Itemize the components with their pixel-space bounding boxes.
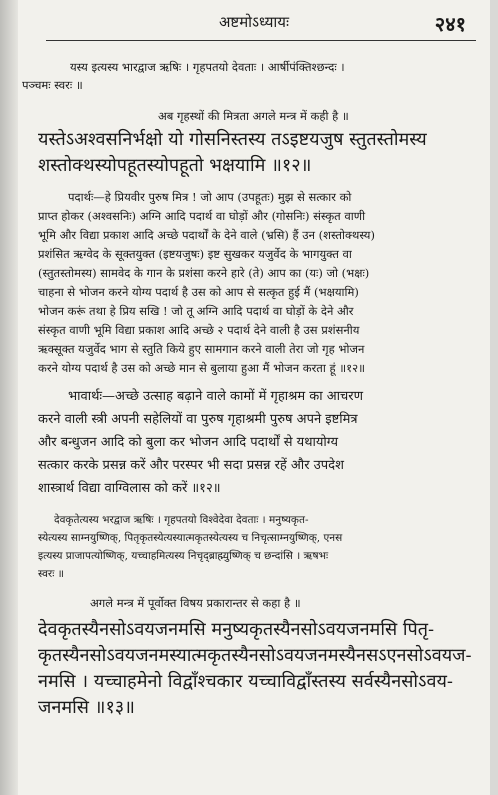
- padartha-line: चाहना से भोजन करने योग्य पदार्थ है उस को आप से सत्कृत हुई मैं (भक्षयामि): [38, 285, 359, 299]
- rishi-devata-line: स्येत्यस्य साम्नयुष्णिक्, पितृकृतस्येत्यस्यात्मकृतस्येत्यस्य च निचृत्साम्नयुष्णिक्, एनस: [38, 532, 343, 544]
- padartha-line: (स्तुतस्तोमस्य) सामवेद के गान के प्रशंसा करने हारे (ते) आप का (यः) जो (भक्षः): [38, 266, 370, 280]
- svara-line: स्वरः ॥: [38, 568, 64, 580]
- mantra-line: कृतस्यैनसोऽवयजनमस्यात्मकृतस्यैनसोऽवयजनमस्यैनसऽएनसोऽवयज-: [38, 645, 472, 666]
- padartha-line: भोजन करूं तथा हे प्रिय सखि ! जो तू अग्नि आदि पदार्थ वा घोड़ों के देने और: [38, 304, 354, 318]
- bhavartha-line: भावार्थः—अच्छे उत्साह बढ़ाने वाले कामों में गृहाश्रम का आचरण: [68, 389, 363, 404]
- chapter-title: अष्टमोऽध्यायः: [218, 13, 290, 31]
- padartha-line: संस्कृत वाणी भूमि विद्या प्रकाश आदि अच्छे २ पदार्थ देने वाली है उस प्रशंसनीय: [38, 323, 360, 337]
- mantra-line: देवकृतस्यैनसोऽवयजनमसि मनुष्यकृतस्यैनसोऽवयजनमसि पितृ-: [38, 619, 435, 640]
- padartha-line: ऋक्सूक्त यजुर्वेद भाग से स्तुति किये हुए सामगान करने वाली तेरा जो गृह भोजन: [38, 342, 365, 356]
- header-rule: [46, 40, 476, 41]
- bhavartha-line: शास्त्रार्थ विद्या वाग्विलास को करें ॥१२॥: [38, 481, 221, 496]
- padartha-line: प्रशंसित ऋग्वेद के सूक्तयुक्त (इष्टयजुषः) इष्ट सुखकर यजुर्वेद के भागयुक्त वा: [38, 247, 352, 261]
- mantra-line: शस्तोक्थस्योपहूतस्योपहूतो भक्षयामि ॥१२॥: [38, 155, 312, 176]
- page-gutter: [0, 0, 18, 795]
- svara-line: पञ्चमः स्वरः ॥: [22, 78, 83, 92]
- mantra-line: यस्तेऽअश्वसनिर्भक्षो यो गोसनिस्तस्य तऽइष्टयजुष स्तुतस्तोमस्य: [38, 129, 427, 150]
- padartha-line: प्राप्त होकर (अश्वसनिः) अग्नि आदि पदार्थ वा घोड़ों और (गोसनिः) संस्कृत वाणी: [38, 209, 366, 223]
- rishi-devata-line: यस्य इत्यस्य भारद्वाज ऋषिः । गृहपतयो देवताः । आर्षीपंक्तिश्छन्दः ।: [70, 60, 345, 74]
- mantra-intro: अगले मन्त्र में पूर्वोक्त विषय प्रकारान्तर से कहा है ॥: [90, 596, 301, 610]
- page-header: [18, 10, 490, 38]
- bhavartha-line: और बन्धुजन आदि को बुला कर भोजन आदि पदार्थों से यथायोग्य: [38, 435, 338, 450]
- bhavartha-line: करने वाली स्त्री अपनी सहेलियों वा पुरुष गृहाश्रमी पुरुष अपने इष्टमित्र: [38, 412, 358, 427]
- book-page: [18, 0, 490, 795]
- page-number: २४१: [434, 12, 466, 36]
- mantra-line: जनमसि ॥१३॥: [38, 697, 135, 718]
- mantra-intro: अब गृहस्थों की मित्रता अगले मन्त्र में कही है ॥: [158, 109, 349, 123]
- padartha-line: पदार्थः—हे प्रियवीर पुरुष मित्र ! जो आप (उपहूतः) मुझ से सत्कार को: [68, 190, 352, 204]
- mantra-line: नमसि । यच्चाहमेनो विद्वाँश्चकार यच्चाविद्वाँस्तस्य सर्वस्यैनसोऽवय-: [38, 671, 453, 692]
- rishi-devata-line: इत्यस्य प्राजापत्योष्णिक्, यच्चाहमित्यस्य निचृद्ब्राह्म्युष्णिक् च छन्दांसि । ऋषभः: [38, 550, 329, 562]
- padartha-line: करने योग्य पदार्थ है उस को अच्छे मान से बुलाया हुआ मैं भोजन करता हूं ॥१२॥: [38, 361, 365, 375]
- rishi-devata-line: देवकृतेत्यस्य भरद्वाज ऋषिः । गृहपतयो विश्वेदेवा देवताः । मनुष्यकृत-: [54, 514, 309, 526]
- bhavartha-line: सत्कार करके प्रसन्न करें और परस्पर भी सदा प्रसन्न रहें और उपदेश: [38, 458, 344, 473]
- padartha-line: भूमि और विद्या प्रकाश आदि अच्छे पदार्थों के देने वाले (भ्रसि) हैं उन (शस्तोक्थस्य): [38, 228, 375, 242]
